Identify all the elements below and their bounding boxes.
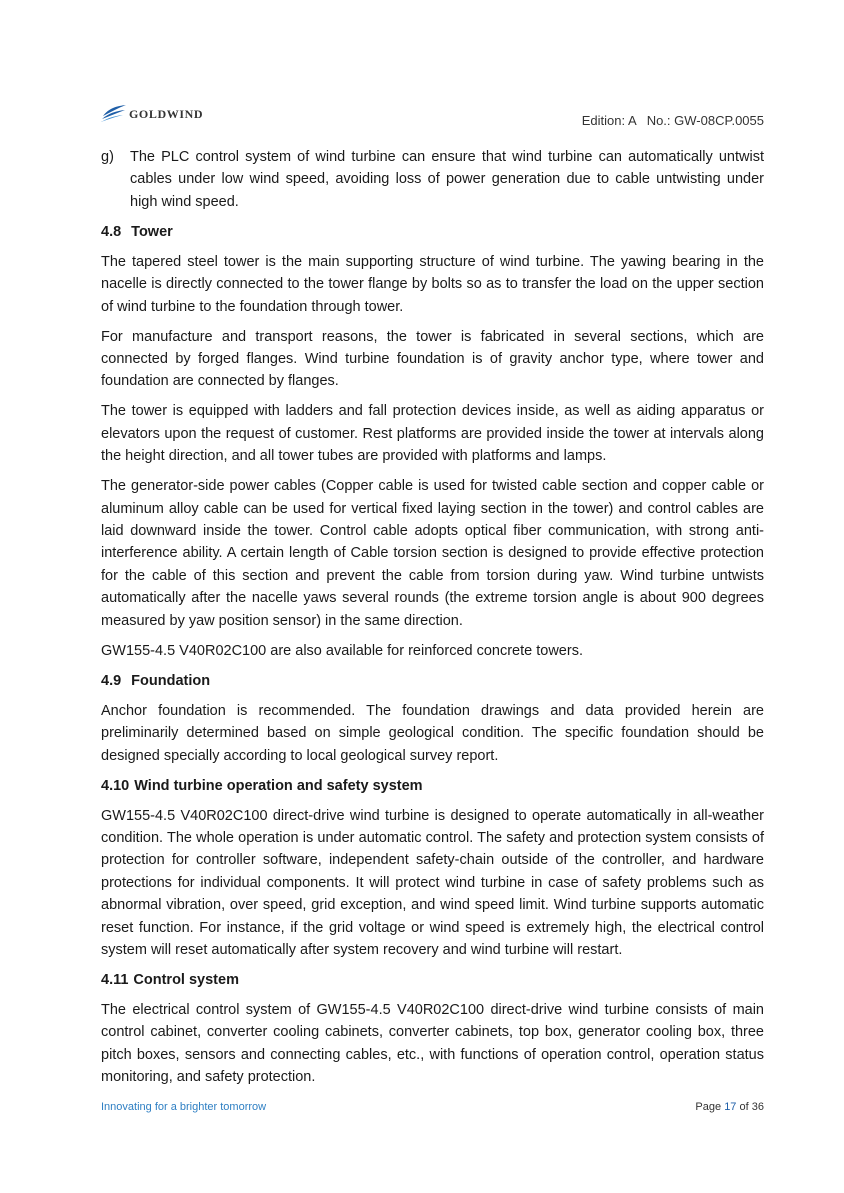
- edition-label: Edition: A: [581, 113, 637, 128]
- section-title: Wind turbine operation and safety system: [134, 777, 423, 794]
- page-label: Page: [695, 1101, 722, 1113]
- section-title: Control system: [133, 971, 239, 988]
- section-number: 4.8: [101, 223, 122, 240]
- section-heading-4-10: [101, 775, 764, 797]
- section-title: Foundation: [131, 672, 211, 689]
- logo-wordmark: GOLDWIND: [129, 107, 204, 121]
- page-current: 17: [724, 1101, 737, 1113]
- paragraph: GW155-4.5 V40R02C100 direct-drive wind turbine is designed to operate automatically in all-weather condition. The whole operation is under automatic control. The safety and protection system consists of protection for controller software, independent safety-chain outside of the controller, and hardware protections for individual components. It will protect wind turbine in case of safety problems such as abnormal vibration, over speed, grid exception, and wind speed limit. Wind turbine supports automatic reset function. For instance, if the grid voltage or wind speed is extremely high, the electrical control system will reset automatically after system recovery and wind turbine will restart.: [101, 807, 764, 958]
- list-item-text: The PLC control system of wind turbine can ensure that wind turbine can automatically untwist cables under low wind speed, avoiding loss of power generation due to cable untwisting under high wind speed.: [130, 149, 764, 210]
- section-heading-4-8: [101, 221, 764, 243]
- list-item-g: [101, 146, 764, 213]
- document-body: [101, 146, 764, 1096]
- section-heading-4-9: [101, 670, 764, 692]
- page-of: of: [739, 1101, 749, 1113]
- section-title: Tower: [131, 223, 173, 240]
- document-edition: [582, 113, 764, 128]
- page-total: 36: [751, 1101, 764, 1113]
- page-number: [695, 1101, 764, 1113]
- paragraph: For manufacture and transport reasons, the tower is fabricated in several sections, which are connected by forged flanges. Wind turbine foundation is of gravity anchor type, where tower and foundation are connected by flanges.: [101, 328, 764, 390]
- section-number: 4.10: [101, 777, 130, 794]
- list-marker: g): [101, 149, 114, 165]
- footer-slogan: Innovating for a brighter tomorrow: [101, 1101, 267, 1113]
- paragraph: The generator-side power cables (Copper cable is used for twisted cable section and copper cable or aluminum alloy cable can be used for vertical fixed laying section in the tower) and control cables are laid downward inside the tower. Control cable adopts optical fiber communication, with strong anti-interference ability. A certain length of Cable torsion section is designed to provide effective protection for the cable of this section and prevent the cable from torsion during yaw. Wind turbine untwists automatically after the nacelle yaws several rounds (the extreme torsion angle is about 900 degrees measured by yaw position sensor) in the same direction.: [101, 478, 764, 629]
- goldwind-wing-icon: [101, 104, 127, 122]
- paragraph: The tapered steel tower is the main supporting structure of wind turbine. The yawing bearing in the nacelle is directly connected to the tower flange by bolts so as to transfer the load on the upper section of wind turbine to the foundation through tower.: [101, 253, 764, 315]
- paragraph: The electrical control system of GW155-4.5 V40R02C100 direct-drive wind turbine consists of main control cabinet, converter cooling cabinets, converter cabinets, top box, generator cooling box, three pitch boxes, sensors and connecting cables, etc., with functions of operation control, operation status monitoring, and safety protection.: [101, 1001, 764, 1086]
- section-number: 4.11: [101, 971, 129, 988]
- paragraph: Anchor foundation is recommended. The foundation drawings and data provided herein are preliminarily determined based on simple geological condition. The specific foundation should be designed specially according to local geological survey report.: [101, 702, 764, 764]
- section-number: 4.9: [101, 672, 122, 689]
- paragraph: GW155-4.5 V40R02C100 are also available for reinforced concrete towers.: [101, 642, 583, 659]
- paragraph: The tower is equipped with ladders and fall protection devices inside, as well as aiding apparatus or elevators upon the request of customer. Rest platforms are provided inside the tower at intervals along the height direction, and all tower tubes are provided with platforms and lamps.: [101, 403, 764, 465]
- company-logo: [101, 103, 211, 125]
- document-number: No.: GW-08CP.0055: [646, 113, 764, 128]
- section-heading-4-11: [101, 969, 764, 991]
